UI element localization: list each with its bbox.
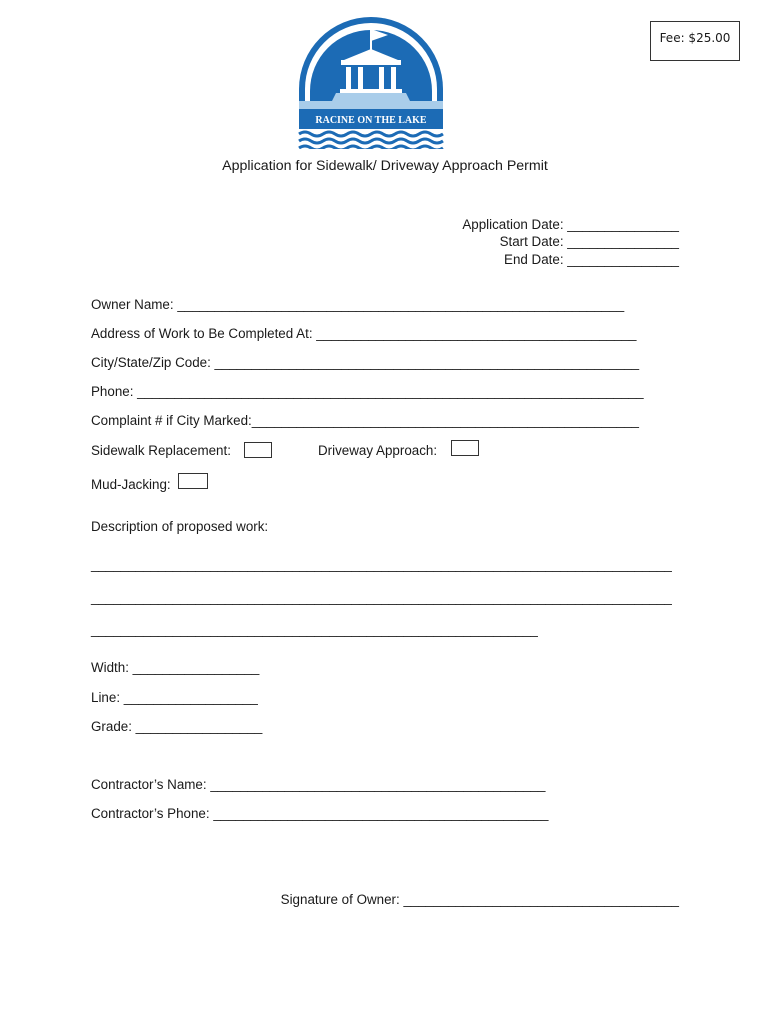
page-title: Application for Sidewalk/ Driveway Approach Permit: [222, 158, 548, 174]
racine-logo: [296, 17, 446, 149]
grade-field[interactable]: Grade: _________________: [91, 719, 263, 734]
description-label: Description of proposed work:: [91, 519, 269, 534]
contractor-name-field[interactable]: Contractor’s Name: _____________________________________________: [91, 777, 546, 792]
sidewalk-replacement-label: Sidewalk Replacement:: [91, 443, 231, 458]
description-line-1[interactable]: ______________________________________________________________________________: [91, 557, 672, 572]
sidewalk-replacement-checkbox[interactable]: [244, 442, 272, 458]
complaint-number-field[interactable]: Complaint # if City Marked:____________________________________________________: [91, 413, 639, 428]
contractor-phone-field[interactable]: Contractor’s Phone: _____________________________________________: [91, 806, 549, 821]
start-date-field[interactable]: Start Date: _______________: [499, 234, 679, 249]
mud-jacking-label: Mud-Jacking:: [91, 477, 171, 492]
owner-signature-field[interactable]: Signature of Owner: _____________________________________: [280, 892, 679, 907]
logo-text: RACINE ON THE LAKE: [315, 115, 427, 126]
fee-box: Fee: $25.00: [650, 21, 740, 61]
driveway-approach-checkbox[interactable]: [451, 440, 479, 456]
line-field[interactable]: Line: __________________: [91, 690, 258, 705]
phone-field[interactable]: Phone: ____________________________________________________________________: [91, 384, 644, 399]
end-date-field[interactable]: End Date: _______________: [504, 252, 679, 267]
mud-jacking-checkbox[interactable]: [178, 473, 208, 489]
driveway-approach-label: Driveway Approach:: [318, 443, 438, 458]
width-field[interactable]: Width: _________________: [91, 660, 260, 675]
description-line-3[interactable]: ____________________________________________________________: [91, 622, 538, 637]
address-field[interactable]: Address of Work to Be Completed At: ___________________________________________: [91, 326, 637, 341]
owner-name-field[interactable]: Owner Name: ____________________________________________________________: [91, 297, 625, 312]
description-line-2[interactable]: ______________________________________________________________________________: [91, 590, 672, 605]
city-state-zip-field[interactable]: City/State/Zip Code: _________________________________________________________: [91, 355, 640, 370]
application-date-field[interactable]: Application Date: _______________: [462, 217, 679, 232]
